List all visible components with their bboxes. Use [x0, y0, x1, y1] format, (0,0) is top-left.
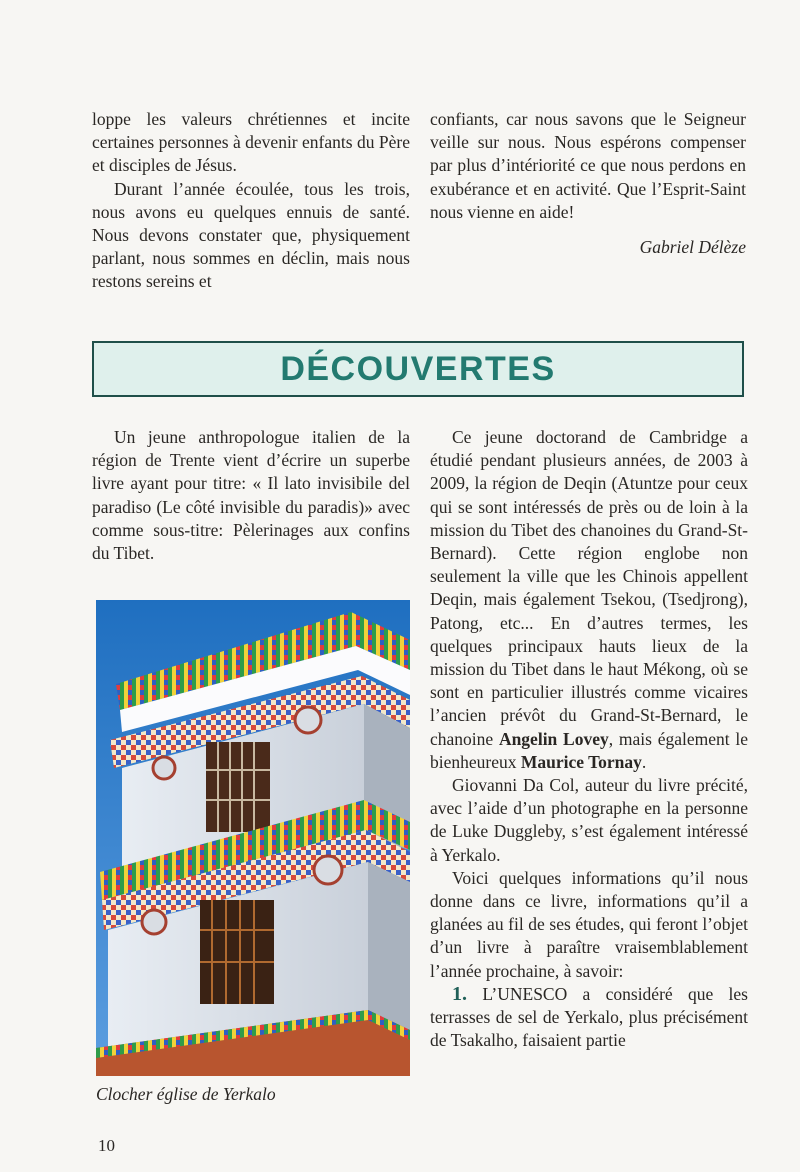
- paragraph: Giovanni Da Col, auteur du livre précité, avec l’aide d’un photographe en la personne de Luke Duggleby, s’est également intéressé à Yerkalo.: [430, 775, 748, 865]
- photo-caption: Clocher église de Yerkalo: [96, 1084, 276, 1104]
- person-name: Maurice Tornay: [520, 751, 642, 772]
- person-name: Angelin Lovey: [498, 728, 609, 749]
- church-tower-photo: [96, 600, 410, 1076]
- page-number: 10: [98, 1136, 115, 1155]
- section-title: DÉCOUVERTES: [280, 349, 556, 388]
- text-run: , mais également le bienheureux: [430, 728, 748, 772]
- paragraph: [430, 426, 748, 774]
- top-right-column: [430, 108, 746, 259]
- right-column: [430, 426, 748, 1052]
- photo-illustration: [96, 600, 410, 1076]
- list-item: [430, 983, 748, 1053]
- left-column: [92, 426, 410, 565]
- top-left-column: [92, 108, 410, 294]
- paragraph: Voici quelques informations qu’il nous donne dans ce livre, informations qu’il a glanées au fil de ses études, qui feront l’objet d’un livre à paraître vraisemblablement l’année prochaine, à savoir:: [430, 867, 748, 981]
- paragraph: Durant l’année écoulée, tous les trois, nous avons eu quelques ennuis de santé. Nous devons constater que, physiquement parlant, nous sommes en déclin, mais nous restons sereins et: [92, 178, 410, 292]
- text-run: Ce jeune doctorand de Cambridge a étudié pendant plusieurs années, de 2003 à 2009, la région de Deqin (Atuntze pour ceux qui se sont intéressés de près ou de loin à la mission du Tibet des chanoines du Grand-St-Bernard). Cette région englobe non seulement la ville que les Chinois appellent Deqin, mais également Tsekou, (Tsedjrong), Patong, etc... En d’autres termes, les quelques principaux hauts lieux de la mission du Tibet dans le haut Mékong, où se sont en particulier illustrés comme vicaires l’ancien prévôt du Grand-St-Bernard, le chanoine: [430, 427, 748, 749]
- section-banner: [92, 341, 744, 397]
- paragraph: confiants, car nous savons que le Seigneur veille sur nous. Nous espérons compenser par plus d’intériorité ce que nous perdons en exubérance et en activité. Que l’Esprit-Saint nous vienne en aide!: [430, 109, 746, 222]
- paragraph: Un jeune anthropologue italien de la région de Trente vient d’écrire un superbe livre ayant pour titre: « Il lato invisibile del paradiso (Le côté invisible du paradis)» avec comme sous-titre: Pèlerinages aux confins du Tibet.: [92, 427, 410, 564]
- text-run: .: [641, 751, 647, 772]
- list-number: 1.: [452, 982, 467, 1005]
- paragraph: loppe les valeurs chrétiennes et incite certaines personnes à devenir enfants du Père et disciples de Jésus.: [92, 109, 410, 176]
- author-signature: Gabriel Délèze: [639, 237, 746, 258]
- list-item-text: L’UNESCO a considéré que les terrasses de sel de Yerkalo, plus précisément de Tsakalho, faisaient partie: [430, 983, 748, 1051]
